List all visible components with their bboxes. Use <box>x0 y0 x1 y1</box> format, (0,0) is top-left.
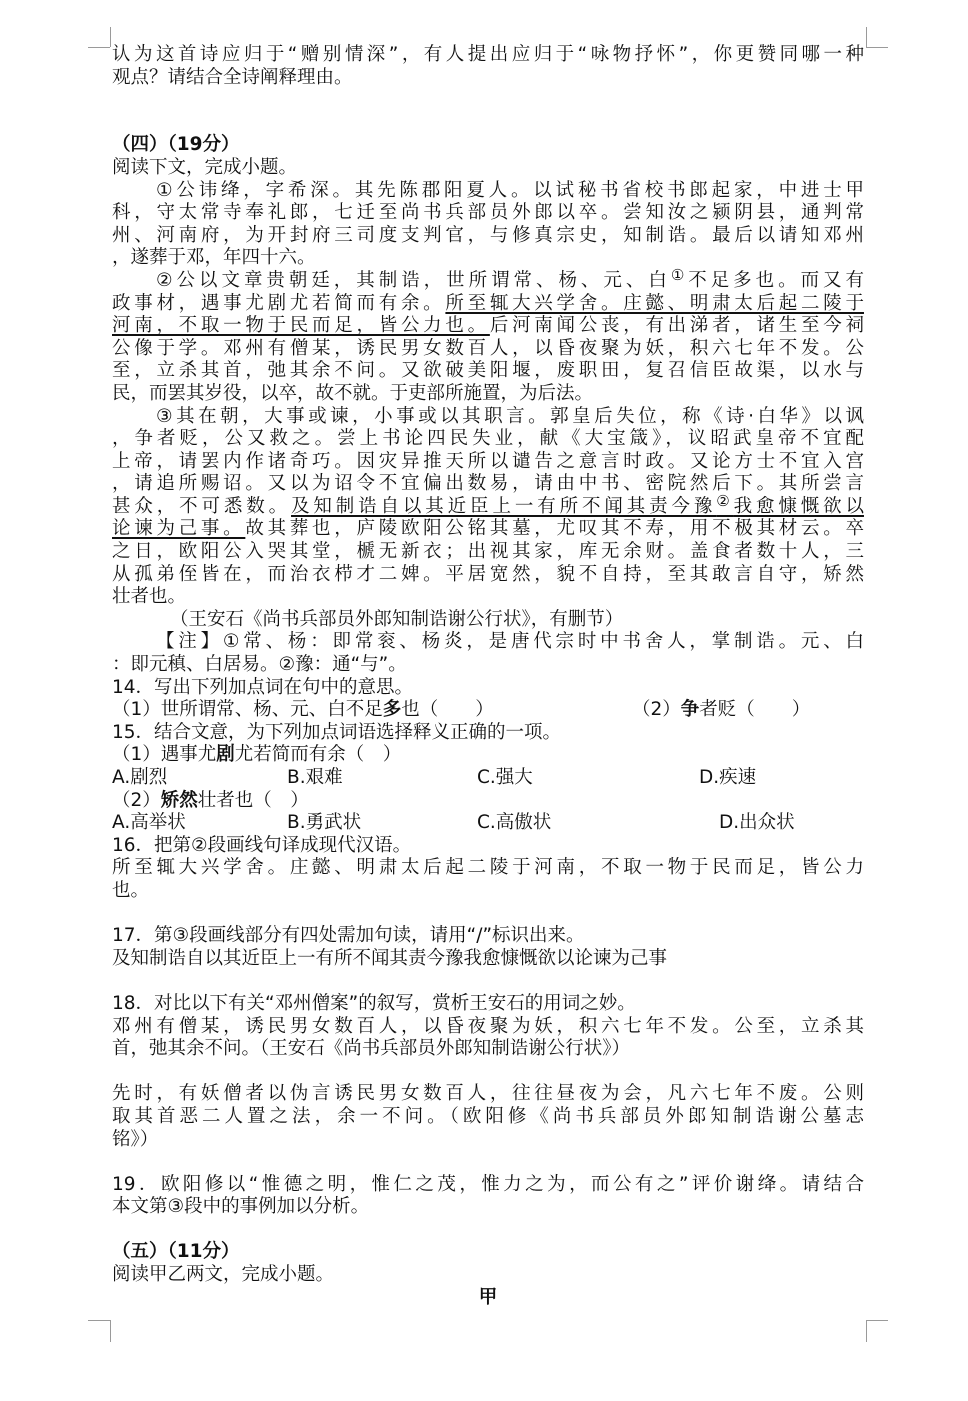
question-18-text: 首，弛其余不问。（王安石《尚书兵部员外郎知制诰谢公行状》） <box>112 1038 631 1060</box>
footnote-marker: ① <box>670 265 689 284</box>
question-18-text: 铭》） <box>112 1128 159 1150</box>
question-14-items <box>112 699 864 722</box>
passage-line: 州、河南府，为开封府三司度支判官，与修真宗史，知制诰。最后以请知邓州 <box>112 224 864 246</box>
underlined-sentence: 及知制诰自以其近臣上一有所不闻其责今豫②我愈慷慨欲以 <box>291 491 864 517</box>
option: B.艰难 <box>287 767 343 788</box>
crop-mark-top-right <box>866 47 888 48</box>
passage-note: 【注】①常、杨：即常衮、杨炎，是唐代宗时中书舍人，掌制诰。元、白 <box>156 631 864 653</box>
question-15-sub-2: （2）矫然壮者也（ ） <box>112 789 309 811</box>
document-body <box>112 44 864 1309</box>
question-19-stem: 19．欧阳修以“惟德之明，惟仁之茂，惟力之为，而公有之”评价谢绛。请结合 <box>112 1173 864 1195</box>
question-17-stem: 17．第③段画线部分有四处需加句读，请用“/”标识出来。 <box>112 925 585 947</box>
passage-line: ②公以文章贵朝廷，其制诰，世所谓常、杨、元、白①不足多也。而又有 <box>156 265 864 291</box>
question-18-stem: 18．对比以下有关“邓州僧案”的叙写，赏析王安石的用词之妙。 <box>112 992 636 1014</box>
section-heading: （四）（19分） <box>112 134 240 156</box>
passage-line: ，争者贬，公又救之。尝上书论四民失业，献《大宝箴》，议昭武皇帝不宜配 <box>112 428 864 450</box>
question-16-stem: 16．把第②段画线句译成现代汉语。 <box>112 834 412 856</box>
passage-line: ，请追所赐诏。又以为诏令不宜偏出数易，请由中书、密院然后下。其所尝言 <box>112 473 864 495</box>
crop-mark-top-right <box>866 27 867 47</box>
question-17-text: 及知制诰自以其近臣上一有所不闻其责今豫我愈慷慨欲以论谏为己事 <box>112 947 668 969</box>
passage-line: 之日，欧阳公入哭其堂，榹无新衣；出视其家，库无余财。盖食者数十人，三 <box>112 541 864 563</box>
question-15-options-1 <box>112 767 864 790</box>
passage-line: 壮者也。 <box>112 586 187 608</box>
option: A.高举状 <box>112 812 186 834</box>
passage-line: 甚众，不可悉数。及知制诰自以其近臣上一有所不闻其责今豫②我愈慷慨欲以 <box>112 491 864 517</box>
crop-mark-top-left <box>110 27 111 47</box>
passage-line: 科，守太常寺奉礼郎，七迁至尚书兵部员外郎以卒。尝知汝之颍阴县，通判常 <box>112 202 864 224</box>
section-instruction: 阅读甲乙两文，完成小题。 <box>112 1264 335 1286</box>
crop-mark-bottom-right <box>866 1320 888 1321</box>
crop-mark-bottom-left <box>110 1320 111 1342</box>
passage-line: 公像于学。邓州有僧某，诱民男女数百人，以昏夜聚为妖，积六七年不发。公 <box>112 337 864 359</box>
prev-question-line: 认为这首诗应归于“赠别情深”，有人提出应归于“咏物抒怀”，你更赞同哪一种 <box>112 44 864 65</box>
passage-line: ①公讳绛，字希深。其先陈郡阳夏人。以试秘书省校书郎起家，中进士甲 <box>156 179 864 201</box>
question-15-sub-1: （1）遇事尤剧尤若简而有余（ ） <box>112 744 402 766</box>
prev-question-line: 观点？请结合全诗阐释理由。 <box>112 66 353 88</box>
passage-line: 上帝，请罢内作诸奇巧。因灾异推天所以谴告之意言时政。又论方士不宜入宫 <box>112 450 864 472</box>
passage-line: ，遂葬于邓，年四十六。 <box>112 247 316 269</box>
section-instruction: 阅读下文，完成小题。 <box>112 156 298 178</box>
footnote-marker: ② <box>716 491 734 510</box>
question-14-item-1: （1）世所谓常、杨、元、白不足多也（ ） <box>112 699 494 721</box>
passage-source: （王安石《尚书兵部员外郎知制诰谢公行状》，有删节） <box>170 608 624 630</box>
option: D.疾速 <box>699 767 757 788</box>
passage-line: 从孤弟侄皆在，而治衣栉才二婢。平居宽然，貌不自持，至其敢言自守，矫然 <box>112 563 864 585</box>
passage-line: ③其在朝，大事或谏，小事或以其职言。郭皇后失位，称《诗·白华》以讽 <box>156 405 864 427</box>
question-15-options-2 <box>112 812 864 835</box>
passage-label: 甲 <box>478 1286 498 1308</box>
question-14-stem: 14．写出下列加点词在句中的意思。 <box>112 676 414 698</box>
option: C.高傲状 <box>477 812 552 834</box>
crop-mark-top-left <box>88 47 110 48</box>
underlined-sentence: 河南，不取一物于民而足，皆公力也。 <box>112 315 490 337</box>
question-18-text: 邓州有僧某，诱民男女数百人，以昏夜聚为妖，积六七年不发。公至，立杀其 <box>112 1015 864 1037</box>
question-18-text: 先时，有妖僧者以伪言诱民男女数百人，往往昼夜为会，凡六七年不废。公则 <box>112 1083 864 1105</box>
passage-line: 政事材，遇事尤剧尤若简而有余。所至辄大兴学舍。庄懿、明肃太后起二陵于 <box>112 292 864 314</box>
option: C.强大 <box>477 767 533 788</box>
question-16-text: 也。 <box>112 879 150 901</box>
option: A.剧烈 <box>112 767 168 788</box>
underlined-sentence: 所至辄大兴学舍。庄懿、明肃太后起二陵于 <box>445 292 864 314</box>
question-16-text: 所至辄大兴学舍。庄懿、明肃太后起二陵于河南，不取一物于民而足，皆公力 <box>112 857 864 879</box>
underlined-sentence: 论谏为己事。 <box>112 518 246 540</box>
crop-mark-bottom-left <box>88 1320 110 1321</box>
passage-line: 民，而罢其岁役，以卒，故不就。于吏部所施置，为后法。 <box>112 382 594 404</box>
question-18-text: 取其首恶二人置之法，余一不问。（欧阳修《尚书兵部员外郎知制诰谢公墓志 <box>112 1105 864 1127</box>
passage-line: 河南，不取一物于民而足，皆公力也。后河南闻公丧，有出涕者，诸生至今祠 <box>112 315 864 337</box>
option: D.出众状 <box>719 812 795 834</box>
passage-line: 至，立杀其首，弛其余不问。又欲破美阳堰，废职田，复召信臣故渠，以水与 <box>112 360 864 382</box>
question-19-stem: 本文第③段中的事例加以分析。 <box>112 1196 370 1218</box>
passage-note: ：即元稹、白居易。②豫：通“与”。 <box>112 654 407 676</box>
option: B.勇武状 <box>287 812 362 834</box>
question-14-item-2: （2）争者贬（ ） <box>632 699 811 721</box>
crop-mark-bottom-right <box>866 1320 867 1342</box>
section-heading: （五）（11分） <box>112 1241 240 1263</box>
passage-line: 论谏为己事。故其葬也，庐陵欧阳公铭其墓，尤叹其不寿，用不极其材云。卒 <box>112 518 864 540</box>
question-15-stem: 15．结合文意，为下列加点词语选择释义正确的一项。 <box>112 721 562 743</box>
